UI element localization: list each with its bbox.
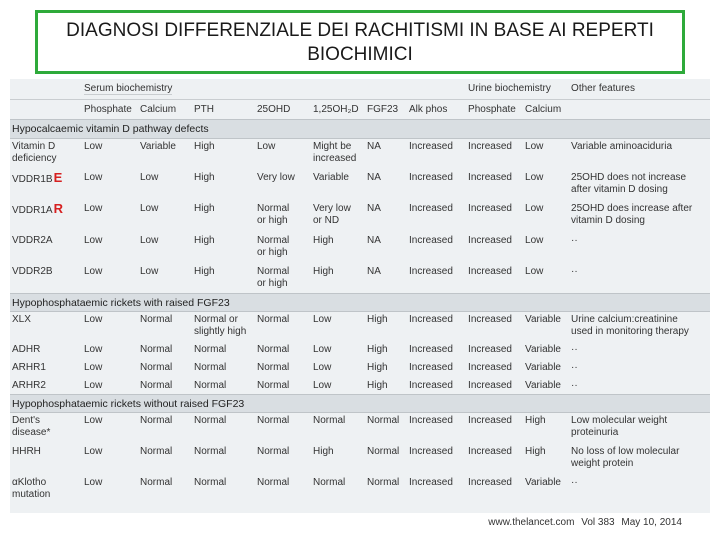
table-cell: Increased — [468, 445, 512, 457]
table-cell: High — [194, 171, 215, 183]
table-cell: High — [525, 415, 546, 426]
table-cell: Low — [313, 379, 332, 391]
table-cell: Variable — [313, 171, 349, 183]
table-cell: Normal — [313, 415, 346, 426]
table-cell: Low — [84, 202, 103, 214]
table-cell: Low — [313, 343, 332, 355]
red-annotation-mark: E — [53, 169, 63, 185]
table-cell: Normal or high — [257, 202, 290, 226]
table-row — [10, 139, 710, 170]
table-cell: NA — [367, 141, 381, 152]
table-cell: Increased — [409, 476, 453, 488]
table-cell: Might be increased — [313, 141, 357, 164]
table-cell: Normal — [194, 343, 227, 355]
table-cell: Normal — [194, 445, 227, 457]
table-cell: Increased — [468, 343, 512, 355]
footer-volume: Vol 383 — [581, 517, 615, 528]
table-cell: Low — [84, 361, 103, 373]
table-cell: Increased — [468, 141, 512, 152]
table-cell: Normal or slightly high — [194, 314, 247, 337]
table-cell: Normal — [313, 476, 346, 488]
subheader-row — [10, 100, 710, 120]
table-row — [10, 312, 710, 342]
column-header: PTH — [192, 100, 255, 120]
column-header: Calcium — [523, 100, 569, 120]
table-cell: High — [194, 141, 215, 152]
condition-name: VDDR2A — [12, 234, 53, 246]
table-cell: Normal — [140, 476, 173, 488]
table-cell: Increased — [409, 314, 453, 325]
table-cell: Normal — [257, 361, 290, 373]
column-header: Calcium — [138, 100, 192, 120]
table-cell: Low — [84, 379, 103, 391]
table-cell: Low — [84, 141, 103, 152]
table-cell: High — [194, 234, 215, 246]
table-cell: ·· — [571, 343, 578, 355]
table-cell: Increased — [409, 415, 453, 426]
table-row — [10, 342, 710, 360]
biochemistry-table — [10, 79, 710, 509]
table-cell: NA — [367, 234, 381, 246]
table-cell: High — [313, 445, 334, 457]
table-cell: High — [525, 445, 546, 457]
table-cell: Normal — [194, 361, 227, 373]
table-cell: Low — [525, 202, 544, 214]
column-header: 25OHD — [255, 100, 311, 120]
table-cell: NA — [367, 265, 381, 277]
table-cell: Normal — [367, 476, 400, 488]
table-cell: Increased — [409, 343, 453, 355]
table-row — [10, 444, 710, 475]
table-cell: Variable — [525, 361, 561, 373]
table-cell: Normal — [194, 415, 227, 426]
table-cell: Increased — [468, 171, 512, 183]
table-cell: Variable — [525, 314, 561, 325]
table-cell: Normal — [140, 343, 173, 355]
condition-name: Vitamin D deficiency — [12, 141, 57, 164]
condition-name: VDDR1BE — [12, 169, 63, 185]
table-cell: Low — [525, 141, 544, 152]
footer-site: www.thelancet.com — [488, 517, 575, 528]
table-cell: NA — [367, 202, 381, 214]
table-cell: Low — [84, 445, 103, 457]
table-cell: Increased — [409, 171, 453, 183]
table-cell: Variable — [525, 343, 561, 355]
condition-name: ARHR1 — [12, 361, 46, 373]
table-cell: Normal — [194, 379, 227, 391]
condition-name: HHRH — [12, 445, 41, 457]
table-cell: Increased — [468, 379, 512, 391]
table-cell: Normal or high — [257, 265, 290, 289]
table-cell: Increased — [468, 234, 512, 246]
table-cell: High — [367, 314, 388, 325]
table-body — [10, 120, 710, 509]
serum-group-header: Serum biochemistry — [84, 83, 173, 94]
table-cell: Increased — [409, 361, 453, 373]
footer-date: May 10, 2014 — [621, 517, 682, 528]
condition-name: αKlotho mutation — [12, 476, 51, 500]
red-annotation-mark: R — [53, 200, 63, 216]
table-cell: Low — [313, 361, 332, 373]
table-row — [10, 475, 710, 509]
section-title: Hypophosphataemic rickets without raised FGF23 — [10, 395, 710, 413]
table-cell: Increased — [468, 314, 512, 325]
table-cell: Variable — [525, 379, 561, 391]
condition-name: VDDR2B — [12, 265, 53, 277]
table-cell: Variable — [525, 476, 561, 488]
table-cell: Low — [257, 141, 276, 152]
condition-name: VDDR1AR — [12, 200, 63, 216]
table-cell: Increased — [409, 265, 453, 277]
table-cell: Increased — [468, 361, 512, 373]
citation-footer — [484, 517, 682, 528]
table-cell: Normal — [257, 379, 290, 391]
table-cell: Normal — [367, 415, 400, 426]
table-cell: Urine calcium:creatinine used in monitoring therapy — [571, 314, 689, 337]
table-cell: Increased — [409, 234, 453, 246]
table-cell: ·· — [571, 361, 578, 373]
table-cell: NA — [367, 171, 381, 183]
column-header: FGF23 — [365, 100, 407, 120]
table-cell: Low — [84, 314, 103, 325]
table-cell: High — [367, 379, 388, 391]
table-cell: ·· — [571, 265, 578, 277]
table-row — [10, 201, 710, 233]
table-cell: High — [194, 202, 215, 214]
section-title: Hypophosphataemic rickets with raised FGF23 — [10, 294, 710, 312]
table-cell: ·· — [571, 476, 578, 488]
table-cell: Normal — [140, 415, 173, 426]
table-cell: Low — [140, 234, 159, 246]
table-cell: Low — [140, 202, 159, 214]
table-cell: No loss of low molecular weight protein — [571, 445, 680, 469]
table-row — [10, 360, 710, 378]
table-cell: Low — [525, 265, 544, 277]
condition-name: ARHR2 — [12, 379, 46, 391]
table-cell: Increased — [468, 476, 512, 488]
table-cell: Increased — [468, 265, 512, 277]
table-cell: Increased — [409, 141, 453, 152]
table-cell: High — [367, 343, 388, 355]
section-header-row — [10, 395, 710, 413]
table-cell: High — [313, 265, 334, 277]
condition-name: Dent's disease* — [12, 415, 51, 438]
table-cell: Increased — [409, 379, 453, 391]
table-cell: 25OHD does increase after vitamin D dosing — [571, 202, 693, 226]
table-cell: High — [313, 234, 334, 246]
table-cell: Low — [84, 476, 103, 488]
column-header: Alk phos — [407, 100, 466, 120]
table-row — [10, 233, 710, 264]
table-cell: Variable aminoaciduria — [571, 141, 673, 152]
column-header: Phosphate — [466, 100, 523, 120]
table-cell: Low — [140, 265, 159, 277]
table-row — [10, 378, 710, 395]
table-cell: Low — [140, 171, 159, 183]
group-header-row — [10, 79, 710, 100]
table-cell: ·· — [571, 234, 578, 246]
table-cell: Normal — [257, 343, 290, 355]
table-cell: Very low — [257, 171, 295, 183]
table-cell: Normal — [257, 476, 290, 488]
section-header-row — [10, 120, 710, 139]
table-cell: Normal — [367, 445, 400, 457]
table-cell: Low — [84, 265, 103, 277]
table-cell: Normal — [257, 445, 290, 457]
table-cell: Normal — [257, 415, 290, 426]
table-row — [10, 413, 710, 444]
table-cell: Normal — [194, 476, 227, 488]
table-row — [10, 264, 710, 294]
table-cell: 25OHD does not increase after vitamin D dosing — [571, 171, 687, 195]
column-header: 1,25OH₂D — [311, 100, 365, 120]
rickets-table — [10, 79, 710, 513]
table-cell: Normal — [257, 314, 290, 325]
table-cell: Normal — [140, 361, 173, 373]
table-cell: Low molecular weight proteinuria — [571, 415, 668, 438]
table-cell: Low — [84, 415, 103, 426]
table-cell: Variable — [140, 141, 176, 152]
condition-name: ADHR — [12, 343, 41, 355]
column-header: Phosphate — [82, 100, 138, 120]
title-line-2: BIOCHIMICI — [307, 44, 413, 65]
other-group-header: Other features — [571, 83, 635, 94]
table-cell: High — [194, 265, 215, 277]
table-cell: Very low or ND — [313, 202, 351, 226]
table-cell: Increased — [468, 415, 512, 426]
slide-title — [35, 10, 685, 74]
table-cell: Low — [313, 314, 332, 325]
condition-name: XLX — [12, 314, 31, 325]
section-title: Hypocalcaemic vitamin D pathway defects — [10, 120, 710, 139]
table-cell: Increased — [409, 202, 453, 214]
title-line-1: DIAGNOSI DIFFERENZIALE DEI RACHITISMI IN BASE AI REPERTI — [66, 20, 654, 41]
table-cell: Normal — [140, 314, 173, 325]
table-cell: Increased — [468, 202, 512, 214]
table-cell: Increased — [409, 445, 453, 457]
table-cell: Low — [84, 343, 103, 355]
table-row — [10, 170, 710, 201]
table-cell: ·· — [571, 379, 578, 391]
table-cell: Low — [525, 171, 544, 183]
table-cell: Low — [84, 171, 103, 183]
urine-group-header: Urine biochemistry — [468, 83, 551, 94]
table-cell: Normal or high — [257, 234, 290, 258]
table-cell: Normal — [140, 445, 173, 457]
table-cell: Low — [525, 234, 544, 246]
section-header-row — [10, 294, 710, 312]
table-cell: Low — [84, 234, 103, 246]
table-cell: High — [367, 361, 388, 373]
table-cell: Normal — [140, 379, 173, 391]
